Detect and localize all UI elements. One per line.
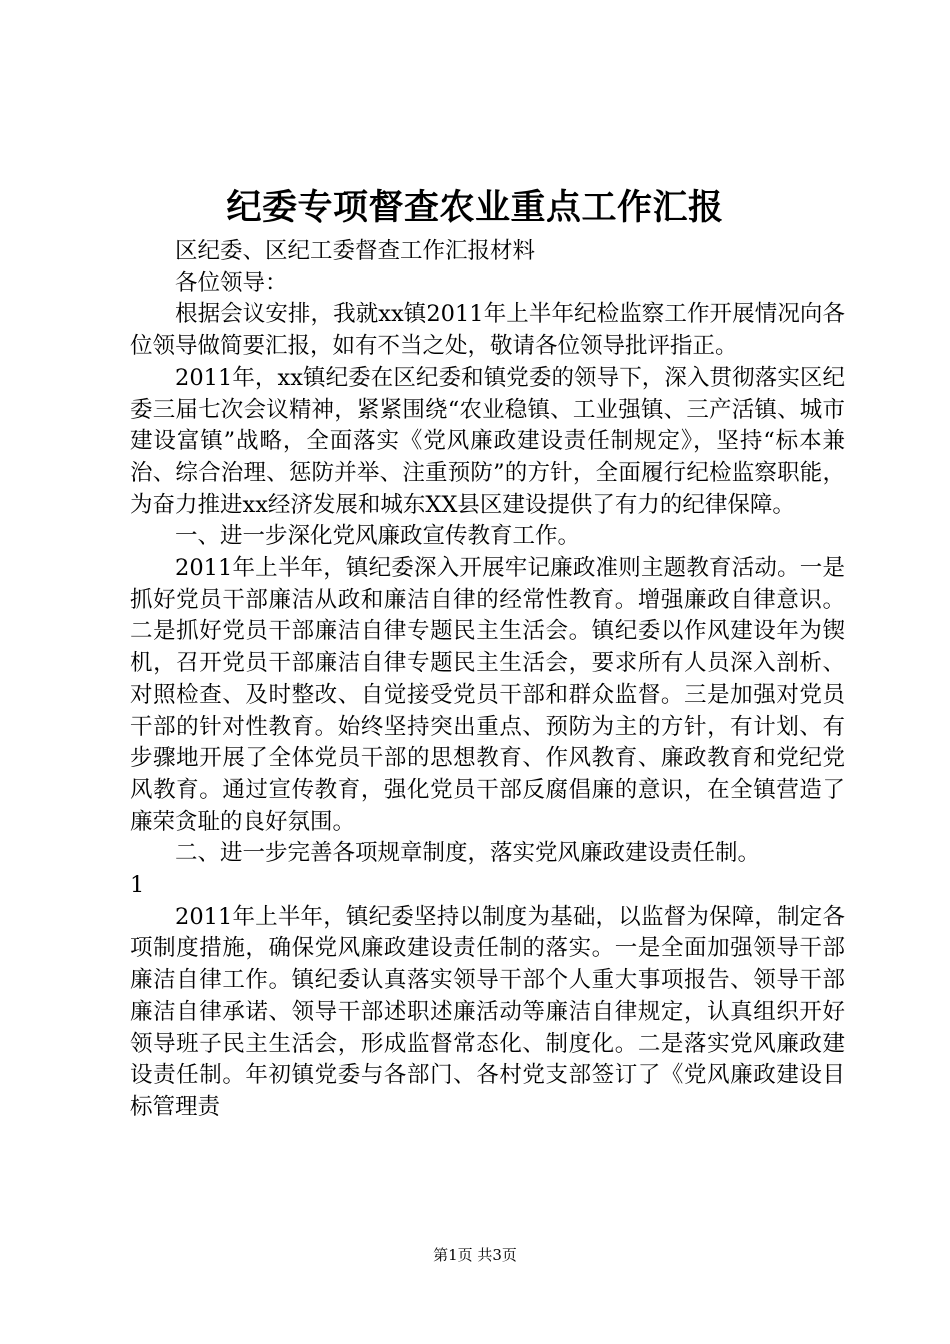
document-title: 纪委专项督查农业重点工作汇报 — [226, 187, 724, 228]
document-body — [130, 236, 845, 1124]
paragraph-subtitle: 区纪委、区纪工委督查工作汇报材料 — [175, 238, 536, 264]
paragraph-overview: 2011年，xx镇纪委在区纪委和镇党委的领导下，深入贯彻落实区纪委三届七次会议精神，紧紧围绕“农业稳镇、工业强镇、三产活镇、城市建设富镇”战略，全面落实《党风廉政建设责任制规定》，坚持“标本兼治、综合治理、惩防并举、注重预防”的方针，全面履行纪检监察职能，为奋力推进xx经济发展和城东XX县区建设提供了有力的纪律保障。 — [130, 364, 845, 518]
paragraph-section-1: 2011年上半年，镇纪委深入开展牢记廉政准则主题教育活动。一是抓好党员干部廉洁从政和廉洁自律的经常性教育。增强廉政自律意识。二是抓好党员干部廉洁自律专题民主生活会。镇纪委以作风建设年为锲机，召开党员干部廉洁自律专题民主生活会，要求所有人员深入剖析、对照检查、及时整改、自觉接受党员干部和群众监督。三是加强对党员干部的针对性教育。始终坚持突出重点、预防为主的方针，有计划、有步骤地开展了全体党员干部的思想教育、作风教育、廉政教育和党纪党风教育。通过宣传教育，强化党员干部反腐倡廉的意识，在全镇营造了廉荣贪耻的良好氛围。 — [130, 555, 845, 835]
paragraph-marker: 1 — [130, 872, 145, 899]
paragraph-section-2: 2011年上半年，镇纪委坚持以制度为基础，以监督为保障，制定各项制度措施，确保党风廉政建设责任制的落实。一是全面加强领导干部廉洁自律工作。镇纪委认真落实领导干部个人重大事项报告、领导干部廉洁自律承诺、领导干部述职述廉活动等廉洁自律规定，认真组织开好领导班子民主生活会，形成监督常态化、制度化。二是落实党风廉政建设责任制。年初镇党委与各部门、各村党支部签订了《党风廉政建设目标管理责 — [130, 903, 845, 1120]
section-heading-2: 二、进一步完善各项规章制度，落实党风廉政建设责任制。 — [175, 840, 761, 867]
page-footer: 第1页 共3页 — [433, 1246, 517, 1264]
paragraph-salutation: 各位领导： — [175, 269, 288, 296]
section-heading-1: 一、进一步深化党风廉政宣传教育工作。 — [175, 523, 581, 550]
paragraph-intro: 根据会议安排，我就xx镇2011年上半年纪检监察工作开展情况向各位领导做简要汇报，如有不当之处，敬请各位领导批评指正。 — [130, 301, 845, 360]
